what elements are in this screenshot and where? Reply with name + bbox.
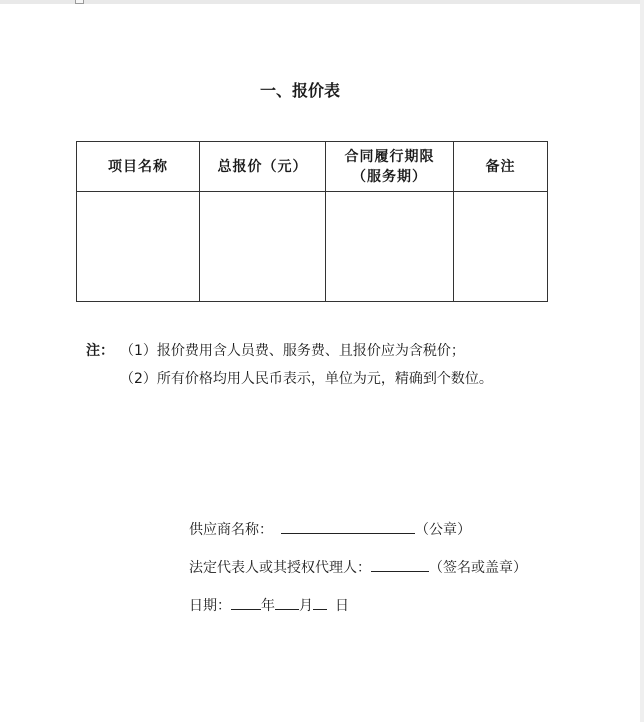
note-item	[86, 337, 493, 365]
year-field[interactable]	[231, 594, 261, 610]
document-page	[0, 4, 640, 722]
header-total-price: 总报价（元）	[200, 142, 326, 192]
month-label: 月	[299, 598, 313, 614]
header-remarks: 备注	[454, 142, 548, 192]
month-field[interactable]	[275, 594, 299, 610]
date-label: 日期：	[189, 598, 231, 614]
supplier-name-field[interactable]	[281, 518, 415, 534]
supplier-suffix: （公章）	[415, 522, 471, 538]
date-row	[189, 594, 527, 632]
cell-total-price[interactable]	[200, 192, 326, 302]
page-title: 一、报价表	[259, 81, 340, 100]
table-header-row	[77, 142, 548, 192]
representative-field[interactable]	[371, 556, 429, 572]
supplier-label: 供应商名称：	[189, 522, 273, 538]
day-label: 日	[335, 598, 349, 614]
year-label: 年	[261, 598, 275, 614]
cell-remarks[interactable]	[454, 192, 548, 302]
note-text: （1）报价费用含人员费、服务费、且报价应为含税价；	[120, 343, 465, 359]
notes-section	[86, 337, 493, 393]
viewer-scroll-edge	[640, 0, 644, 722]
representative-label: 法定代表人或其授权代理人：	[189, 560, 371, 576]
cell-project-name[interactable]	[77, 192, 200, 302]
note-item	[86, 365, 493, 393]
cell-contract-period[interactable]	[326, 192, 454, 302]
signature-block	[189, 518, 527, 632]
note-text: （2）所有价格均用人民币表示，单位为元，精确到个数位。	[120, 371, 493, 387]
supplier-row	[189, 518, 527, 556]
header-contract-period: 合同履行期限 （服务期）	[326, 142, 454, 192]
table-row	[77, 192, 548, 302]
header-project-name: 项目名称	[77, 142, 200, 192]
day-field[interactable]	[313, 594, 327, 610]
representative-suffix: （签名或盖章）	[429, 560, 527, 576]
representative-row	[189, 556, 527, 594]
notes-prefix: 注：	[86, 343, 114, 359]
quote-table	[76, 141, 548, 302]
